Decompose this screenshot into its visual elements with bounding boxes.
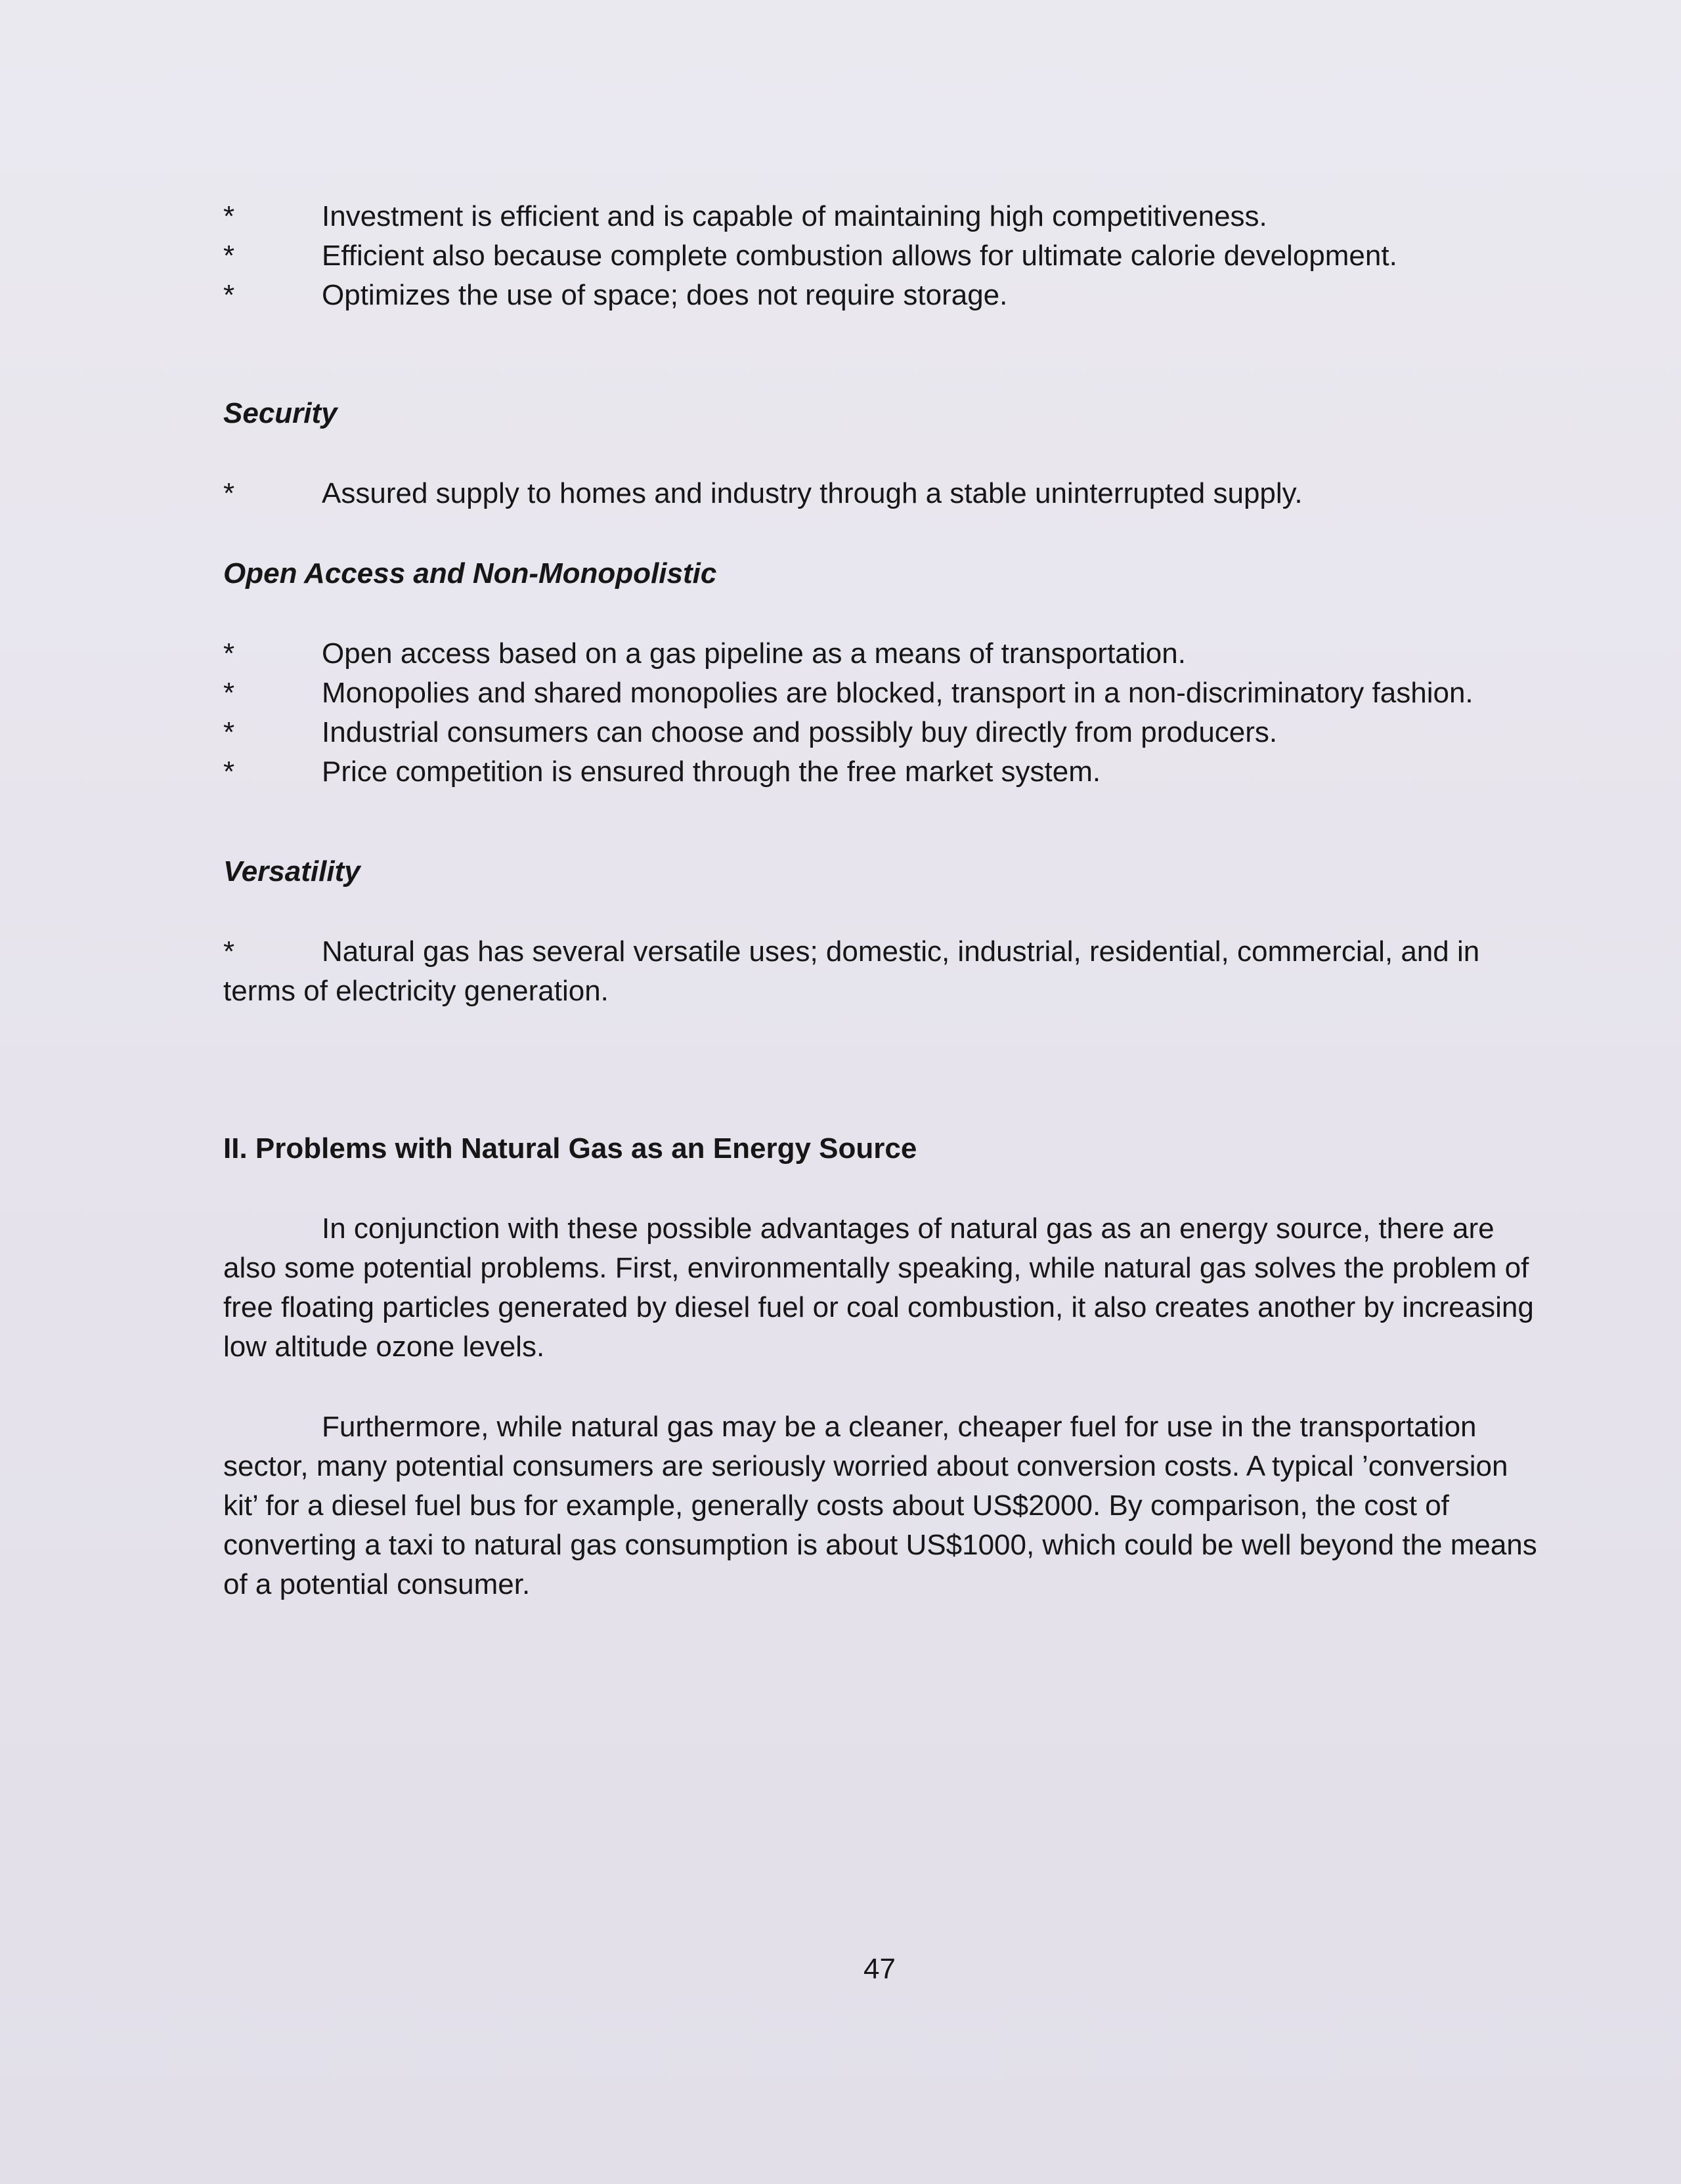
bullet-marker: * (223, 200, 235, 232)
bullet-text: Efficient also because complete combustion allows for ultimate calorie development. (322, 240, 1397, 272)
versatility-bullet-1 (223, 932, 1550, 1011)
open-access-heading: Open Access and Non-Monopolistic (223, 557, 717, 589)
bullet-marker: * (223, 477, 235, 509)
bullet-marker: * (223, 935, 235, 968)
intro-bullet-1 (223, 197, 1550, 236)
open-access-bullet-2 (223, 674, 1550, 713)
bullet-marker: * (223, 279, 235, 311)
bullet-text: Natural gas has several versatile uses; domestic, industrial, residential, commercial, and in terms of electricity generation. (223, 935, 1480, 1007)
problems-paragraph-1: In conjunction with these possible advantages of natural gas as an energy source, there are also some potential problems. First, environmentally speaking, while natural gas solves the problem of free floating particles generated by diesel fuel or coal combustion, it also creates another by increasing low altitude ozone levels. (223, 1212, 1534, 1363)
open-access-bullet-list (223, 634, 1550, 792)
bullet-marker: * (223, 677, 235, 709)
open-access-bullet-1 (223, 634, 1550, 674)
intro-bullet-2 (223, 236, 1550, 276)
versatility-heading: Versatility (223, 855, 360, 888)
problems-section-title: II. Problems with Natural Gas as an Energy Source (223, 1132, 917, 1165)
page-content (223, 197, 1550, 1604)
bullet-marker: * (223, 716, 235, 748)
bullet-text: Investment is efficient and is capable of maintaining high competitiveness. (322, 200, 1267, 232)
intro-bullet-3 (223, 276, 1550, 315)
bullet-text: Optimizes the use of space; does not require storage. (322, 279, 1008, 311)
intro-bullet-list (223, 197, 1550, 315)
bullet-text: Monopolies and shared monopolies are blocked, transport in a non-discriminatory fashion. (322, 677, 1474, 709)
bullet-marker: * (223, 637, 235, 670)
security-bullet-1 (223, 474, 1550, 513)
bullet-marker: * (223, 756, 235, 788)
page-number: 47 (863, 1953, 896, 1985)
open-access-bullet-3 (223, 713, 1550, 752)
bullet-marker: * (223, 240, 235, 272)
problems-paragraph-2: Furthermore, while natural gas may be a cleaner, cheaper fuel for use in the transportation sector, many potential consumers are seriously worried about conversion costs. A typical ’conversion kit’ for a diesel fuel bus for example, generally costs about US$2000. By comparison, the cost of converting a taxi to natural gas consumption is about US$1000, which could be well beyond the means of a potential consumer. (223, 1411, 1537, 1600)
bullet-text: Industrial consumers can choose and possibly buy directly from producers. (322, 716, 1278, 748)
bullet-text: Open access based on a gas pipeline as a means of transportation. (322, 637, 1186, 670)
bullet-text: Assured supply to homes and industry through a stable uninterrupted supply. (322, 477, 1303, 509)
open-access-bullet-4 (223, 752, 1550, 792)
bullet-text: Price competition is ensured through the free market system. (322, 756, 1101, 788)
security-heading: Security (223, 397, 338, 429)
